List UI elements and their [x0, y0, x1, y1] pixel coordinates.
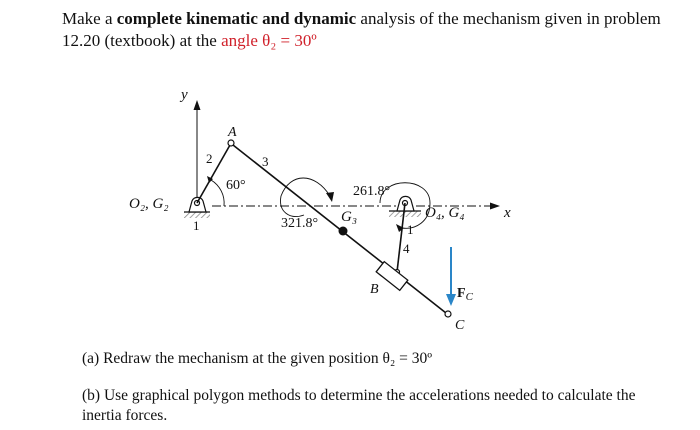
- arc-321: [281, 178, 330, 216]
- label-b: B: [370, 282, 379, 297]
- centroid-g3: [339, 227, 348, 236]
- y-axis-arrow: [194, 100, 201, 110]
- label-link-3: 3: [262, 154, 269, 169]
- x-axis-arrow: [490, 203, 500, 210]
- angle-321-label: 321.8°: [281, 216, 319, 231]
- pin-c: [445, 311, 451, 317]
- label-fc: [457, 286, 474, 303]
- label-a: A: [228, 125, 237, 140]
- link-2: [197, 145, 230, 203]
- label-link-2: 2: [206, 151, 213, 166]
- x-axis-label: x: [504, 205, 511, 221]
- problem-prefix: Make a: [62, 9, 117, 28]
- problem-bold: complete kinematic and dynamic: [116, 9, 357, 28]
- y-axis-label: y: [181, 87, 188, 103]
- label-fc-main: F: [457, 286, 466, 301]
- label-c: C: [455, 318, 465, 333]
- label-g3: G₃: [341, 209, 358, 225]
- arc-321-arrow: [326, 192, 334, 202]
- slider-b: [376, 262, 408, 291]
- label-fc-sub: C: [465, 291, 473, 303]
- problem-mid: analysis of the mechanism given in problem 12.20 (textbook) at the: [62, 9, 661, 50]
- question-a: (a) Redraw the mechanism at the given position θ₂ = 30º: [82, 350, 433, 367]
- ground-o4: [389, 211, 421, 217]
- problem-angle: angle θ₂ = 30º: [221, 31, 317, 50]
- angle-60-label: 60°: [226, 178, 246, 193]
- label-link-1-right: 1: [407, 222, 414, 237]
- force-fc-head: [446, 294, 456, 306]
- label-link-1-left: 1: [193, 218, 200, 233]
- angle-261-label: 261.8°: [353, 184, 391, 199]
- arc-60: [211, 180, 224, 206]
- label-o2: O₂, G₂: [129, 196, 169, 212]
- question-b: (b) Use graphical polygon methods to determine the accelerations needed to calculate the inertia forces.: [82, 387, 636, 424]
- label-o4: O₄, G₄: [425, 205, 465, 221]
- label-link-4: 4: [403, 241, 410, 256]
